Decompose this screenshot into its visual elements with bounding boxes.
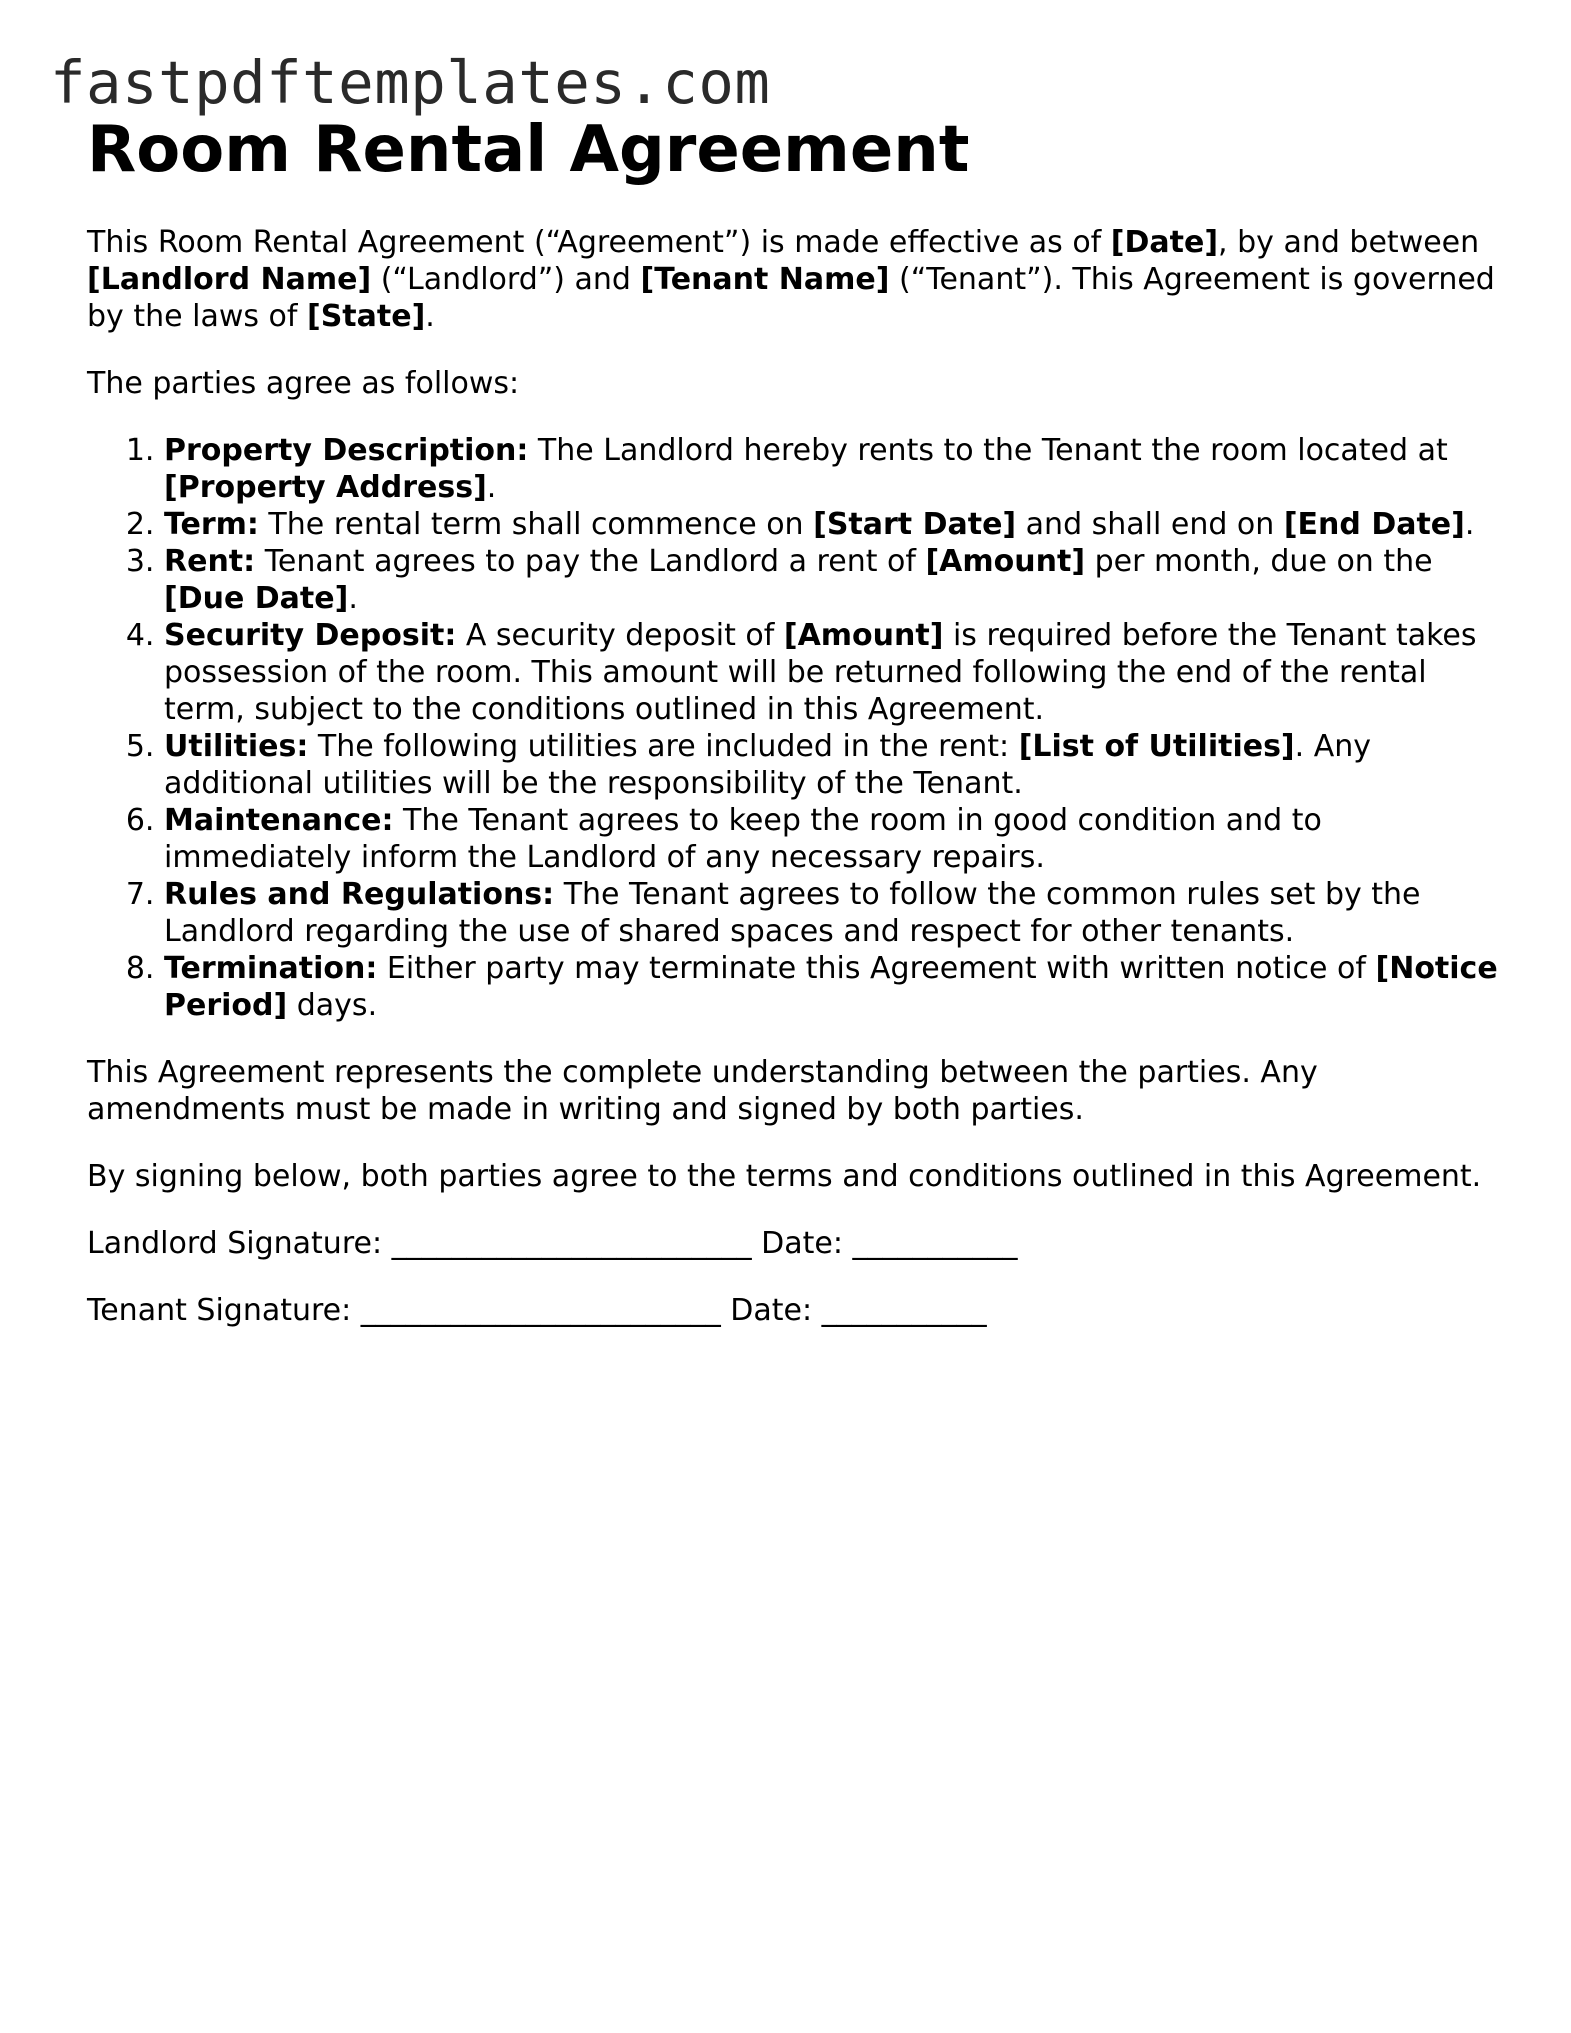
intro-text: (“Tenant”). This Agreement is governed by the laws of: [87, 262, 1495, 334]
clause-text: .: [348, 581, 358, 616]
start-date-field: [Start Date]: [813, 507, 1017, 542]
clause-text: The following utilities are included in the rent:: [308, 729, 1019, 764]
state-field: [State]: [306, 299, 426, 334]
clause-text: The Landlord hereby rents to the Tenant the room located at: [528, 433, 1448, 468]
notice-period-field: [Notice Period]: [164, 951, 1498, 1023]
intro-paragraph: [87, 224, 1507, 335]
clause-rent: [164, 543, 1507, 617]
utilities-list-field: [List of Utilities]: [1018, 729, 1295, 764]
clause-label: Term:: [164, 507, 259, 542]
clause-text: A security deposit of: [456, 618, 784, 653]
agree-line: The parties agree as follows:: [87, 366, 520, 401]
intro-text: This Room Rental Agreement (“Agreement”) is made effective as of: [87, 225, 1111, 260]
clause-security-deposit: [164, 617, 1507, 728]
clause-utilities: [164, 728, 1507, 802]
clause-label: Security Deposit:: [164, 618, 457, 653]
property-address-field: [Property Address]: [164, 470, 487, 505]
intro-text: (“Landlord”) and: [371, 262, 641, 297]
landlord-signature-line: Landlord Signature: ________________________ Date: ___________: [87, 1226, 1018, 1261]
clause-property-description: [164, 432, 1507, 506]
clause-text: Tenant agrees to pay the Landlord a rent of: [255, 544, 926, 579]
due-date-field: [Due Date]: [164, 581, 349, 616]
clause-text: days.: [287, 988, 378, 1023]
document-body: [87, 112, 1507, 1329]
clause-text: The rental term shall commence on: [258, 507, 814, 542]
clause-rules-and-regulations: [164, 876, 1507, 950]
complete-understanding-paragraph: This Agreement represents the complete understanding between the parties. Any amendments must be made in writing and signed by both parties.: [87, 1055, 1318, 1127]
clause-label: Termination:: [164, 951, 378, 986]
rent-amount-field: [Amount]: [925, 544, 1086, 579]
watermark: fastpdftemplates.com: [50, 48, 771, 117]
clause-label: Maintenance:: [164, 803, 394, 838]
clause-termination: [164, 950, 1507, 1024]
tenant-signature-line: Tenant Signature: ________________________ Date: ___________: [87, 1293, 987, 1328]
clause-text: .: [1464, 507, 1475, 542]
clause-text: .: [486, 470, 497, 505]
clause-text: The Tenant agrees to follow the common rules set by the Landlord regarding the use of shared spaces and respect for other tenants.: [164, 877, 1421, 949]
clause-term: [164, 506, 1507, 543]
intro-text: .: [425, 299, 435, 334]
clause-text: The Tenant agrees to keep the room in good condition and to immediately inform the Landlord of any necessary repairs.: [164, 803, 1322, 875]
clause-label: Rent:: [164, 544, 256, 579]
end-date-field: [End Date]: [1283, 507, 1465, 542]
intro-text: , by and between: [1218, 225, 1480, 260]
clause-label: Property Description:: [164, 433, 529, 468]
signing-paragraph: By signing below, both parties agree to the terms and conditions outlined in this Agreement.: [87, 1159, 1482, 1194]
landlord-name-field: [Landlord Name]: [87, 262, 372, 297]
clause-label: Utilities:: [164, 729, 309, 764]
clause-text: . Any additional utilities will be the responsibility of the Tenant.: [164, 729, 1372, 801]
deposit-amount-field: [Amount]: [783, 618, 944, 653]
clause-label: Rules and Regulations:: [164, 877, 555, 912]
clause-text: is required before the Tenant takes possession of the room. This amount will be returned following the end of the rental term, subject to the conditions outlined in this Agreement.: [164, 618, 1477, 727]
clause-text: per month, due on the: [1085, 544, 1433, 579]
clause-list: [87, 432, 1507, 1024]
clause-text: Either party may terminate this Agreement with written notice of: [377, 951, 1376, 986]
tenant-name-field: [Tenant Name]: [640, 262, 890, 297]
clause-text: and shall end on: [1016, 507, 1284, 542]
clause-maintenance: [164, 802, 1507, 876]
document-title: Room Rental Agreement: [87, 113, 970, 187]
date-field: [Date]: [1110, 225, 1219, 260]
